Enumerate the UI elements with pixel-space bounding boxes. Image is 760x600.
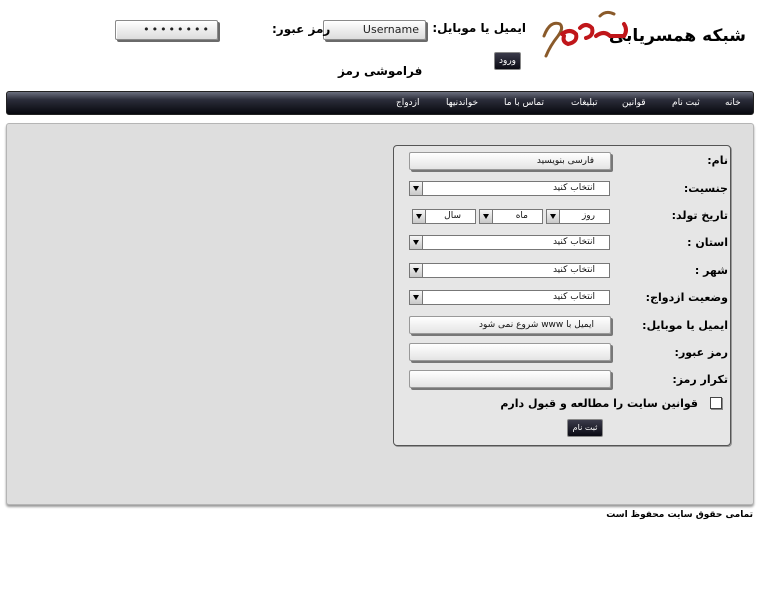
site-logo (540, 6, 630, 64)
nav-item-home[interactable]: خانه (725, 98, 741, 108)
register-button[interactable]: ثبت نام (567, 419, 603, 437)
reg-password-input[interactable] (409, 343, 611, 361)
chevron-down-icon (480, 210, 493, 223)
chevron-down-icon (413, 210, 426, 223)
login-button[interactable]: ورود (494, 52, 521, 70)
chevron-down-icon (410, 264, 423, 277)
logo-wordmark: دوهمدم (583, 62, 587, 63)
nav-item-contact[interactable]: تماس با ما (504, 98, 544, 108)
reg-password-label: رمز عبور: (674, 346, 728, 359)
name-label: نام: (707, 154, 728, 167)
footer-copyright: تمامی حقوق سایت محفوظ است (606, 510, 753, 520)
day-select[interactable] (546, 209, 610, 224)
marital-select-value: انتخاب کنید (552, 292, 595, 302)
chevron-down-icon (410, 291, 423, 304)
month-select-value: ماه (515, 211, 528, 221)
year-select-value: سال (444, 211, 461, 221)
forgot-password-link[interactable]: فراموشی رمز (338, 64, 423, 78)
birthdate-label: تاریخ تولد: (671, 209, 728, 222)
nav-item-marriage[interactable]: ازدواج (396, 98, 420, 108)
site-title: شبکه همسریابی (608, 26, 746, 46)
marital-label: وضعیت ازدواج: (645, 291, 728, 304)
city-select[interactable] (409, 263, 610, 278)
login-password-label: رمز عبور: (272, 22, 331, 36)
nav-item-ads[interactable]: تبلیغات (571, 98, 598, 108)
marital-select[interactable] (409, 290, 610, 305)
chevron-down-icon (410, 236, 423, 249)
province-select[interactable] (409, 235, 610, 250)
gender-label: جنسیت: (683, 182, 728, 195)
gender-select[interactable] (409, 181, 610, 196)
month-select[interactable] (479, 209, 543, 224)
name-input[interactable]: فارسی بنویسید (409, 152, 611, 170)
city-label: شهر : (694, 264, 728, 277)
terms-checkbox[interactable] (710, 397, 722, 409)
province-label: استان : (687, 236, 728, 249)
email-input[interactable]: ایمیل با www شروع نمی شود (409, 316, 611, 334)
city-select-value: انتخاب کنید (552, 265, 595, 275)
nav-item-register[interactable]: ثبت نام (672, 98, 700, 108)
username-input[interactable]: Username (323, 20, 426, 40)
province-select-value: انتخاب کنید (552, 237, 595, 247)
main-nav (6, 91, 754, 115)
confirm-password-label: تکرار رمز: (672, 373, 728, 386)
email-label: ایمیل یا موبایل: (642, 319, 728, 332)
chevron-down-icon (547, 210, 560, 223)
login-email-label: ایمیل یا موبایل: (432, 21, 526, 35)
gender-select-value: انتخاب کنید (552, 183, 595, 193)
terms-label: قوانین سایت را مطالعه و قبول دارم (500, 397, 698, 410)
confirm-password-input[interactable] (409, 370, 611, 388)
year-select[interactable] (412, 209, 476, 224)
nav-item-rules[interactable]: قوانین (622, 98, 646, 108)
password-input[interactable]: •••••••• (115, 20, 218, 40)
nav-item-articles[interactable]: خواندنیها (446, 98, 479, 108)
chevron-down-icon (410, 182, 423, 195)
day-select-value: روز (581, 211, 595, 221)
